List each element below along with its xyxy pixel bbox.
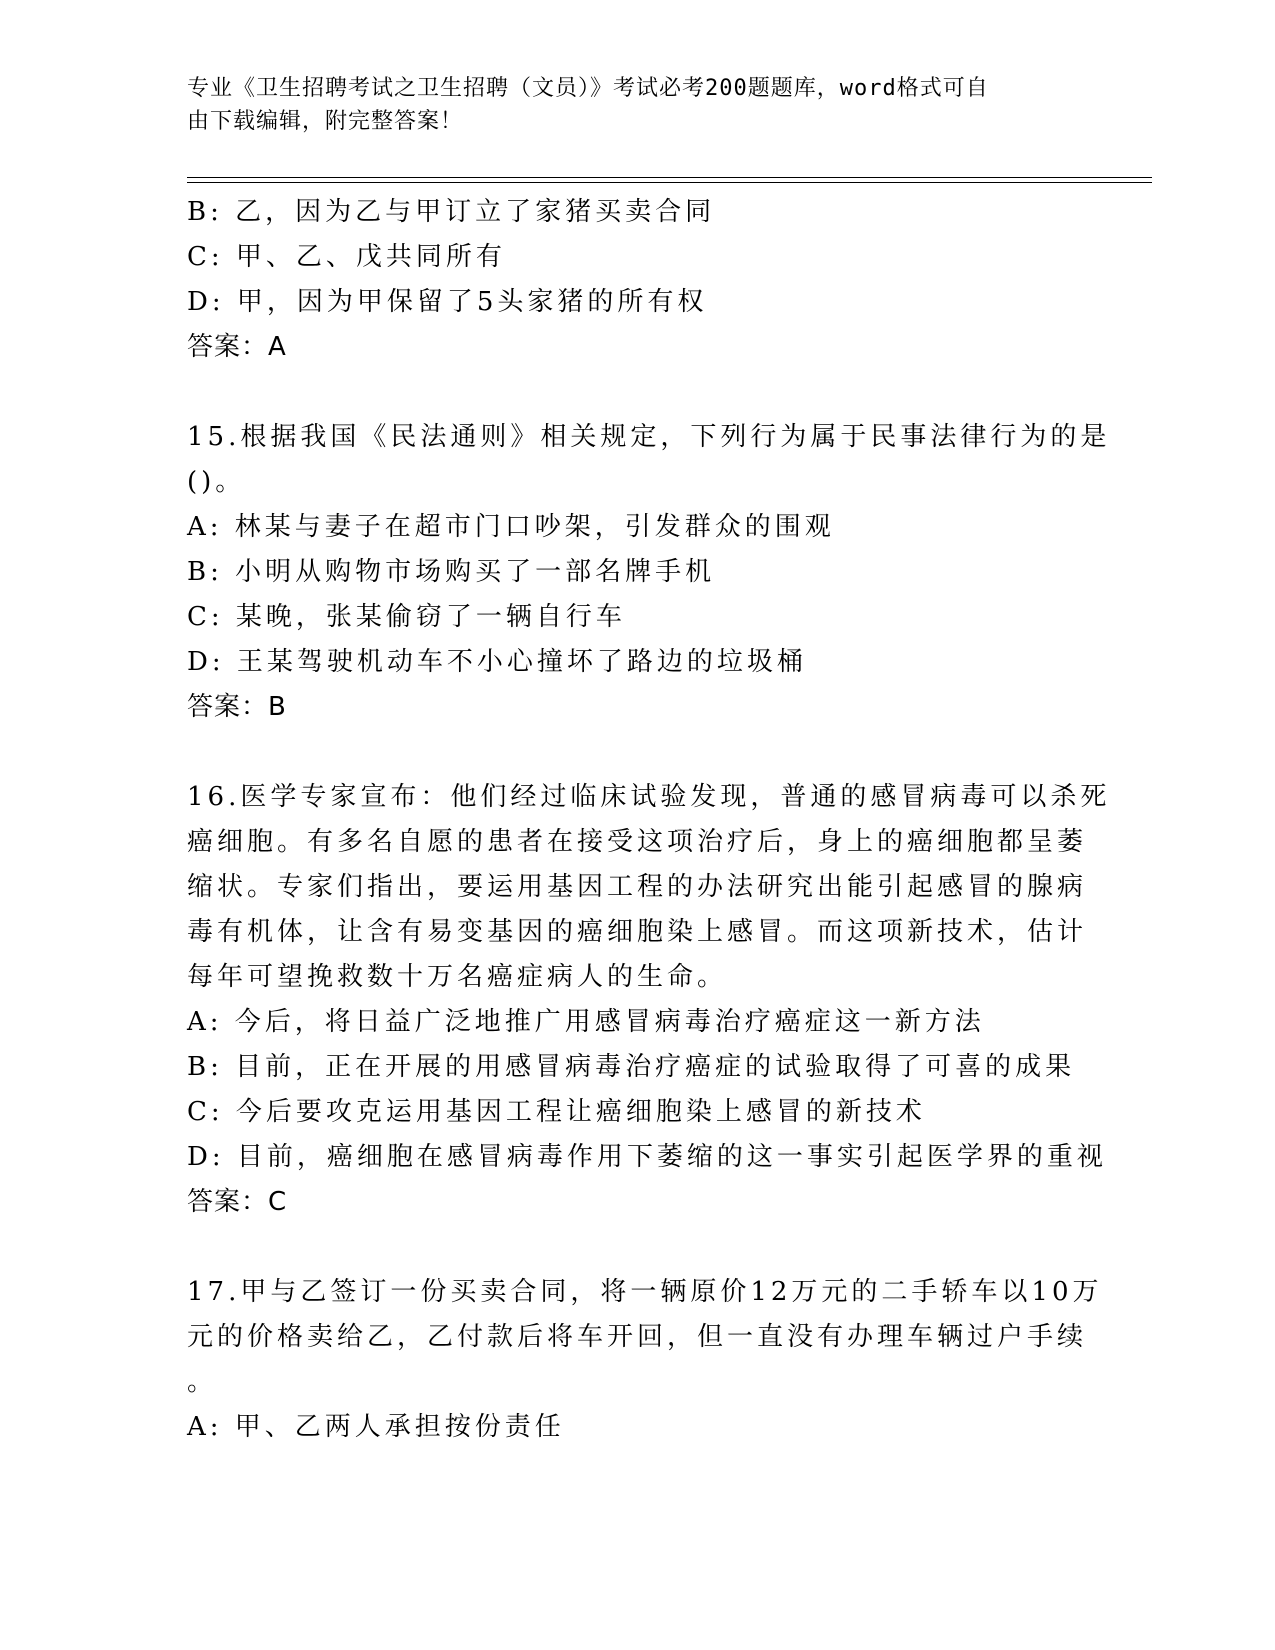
- q16-option-a: A: 今后，将日益广泛地推广用感冒病毒治疗癌症这一新方法: [187, 1007, 985, 1037]
- q15-stem-line-2: ()。: [187, 467, 246, 497]
- header-rule-top: [187, 177, 1152, 178]
- q15-option-a: A: 林某与妻子在超市门口吵架，引发群众的围观: [187, 512, 835, 542]
- q17-option-a: A: 甲、乙两人承担按份责任: [187, 1412, 565, 1442]
- header-rule-bottom: [187, 182, 1152, 183]
- q16-stem-line-1: 16.医学专家宣布：他们经过临床试验发现，普通的感冒病毒可以杀死: [187, 782, 1111, 812]
- q16-stem-line-5: 每年可望挽救数十万名癌症病人的生命。: [187, 962, 728, 992]
- q16-stem-line-4: 毒有机体，让含有易变基因的癌细胞染上感冒。而这项新技术，估计: [187, 917, 1088, 947]
- document-header: [187, 72, 1067, 138]
- q14-option-b: B: 乙，因为乙与甲订立了家猪买卖合同: [187, 197, 716, 227]
- header-line-2: 由下载编辑，附完整答案！: [187, 109, 464, 134]
- q15-option-c: C: 某晚，张某偷窃了一辆自行车: [187, 602, 626, 632]
- q17-stem-line-2: 元的价格卖给乙，乙付款后将车开回，但一直没有办理车辆过户手续: [187, 1322, 1088, 1352]
- q15-stem-line-1: 15.根据我国《民法通则》相关规定，下列行为属于民事法律行为的是: [187, 422, 1111, 452]
- q14-option-c: C: 甲、乙、戊共同所有: [187, 242, 506, 272]
- q16-option-b: B: 目前，正在开展的用感冒病毒治疗癌症的试验取得了可喜的成果: [187, 1052, 1076, 1082]
- q16-option-d: D: 目前，癌细胞在感冒病毒作用下萎缩的这一事实引起医学界的重视: [187, 1142, 1107, 1172]
- q15-answer: 答案：B: [187, 692, 287, 722]
- q14-answer: 答案：A: [187, 332, 287, 362]
- q16-stem-line-3: 缩状。专家们指出，要运用基因工程的办法研究出能引起感冒的腺病: [187, 872, 1088, 902]
- q16-stem-line-2: 癌细胞。有多名自愿的患者在接受这项治疗后，身上的癌细胞都呈萎: [187, 827, 1088, 857]
- q17-stem-line-3: 。: [187, 1367, 218, 1397]
- q14-option-d: D: 甲，因为甲保留了5头家猪的所有权: [187, 287, 708, 317]
- header-line-1: 专业《卫生招聘考试之卫生招聘（文员）》考试必考200题题库，word格式可自: [187, 76, 989, 101]
- q16-option-c: C: 今后要攻克运用基因工程让癌细胞染上感冒的新技术: [187, 1097, 926, 1127]
- q15-option-d: D: 王某驾驶机动车不小心撞坏了路边的垃圾桶: [187, 647, 807, 677]
- q16-answer: 答案：C: [187, 1187, 288, 1217]
- q17-stem-line-1: 17.甲与乙签订一份买卖合同，将一辆原价12万元的二手轿车以10万: [187, 1277, 1103, 1307]
- q15-option-b: B: 小明从购物市场购买了一部名牌手机: [187, 557, 716, 587]
